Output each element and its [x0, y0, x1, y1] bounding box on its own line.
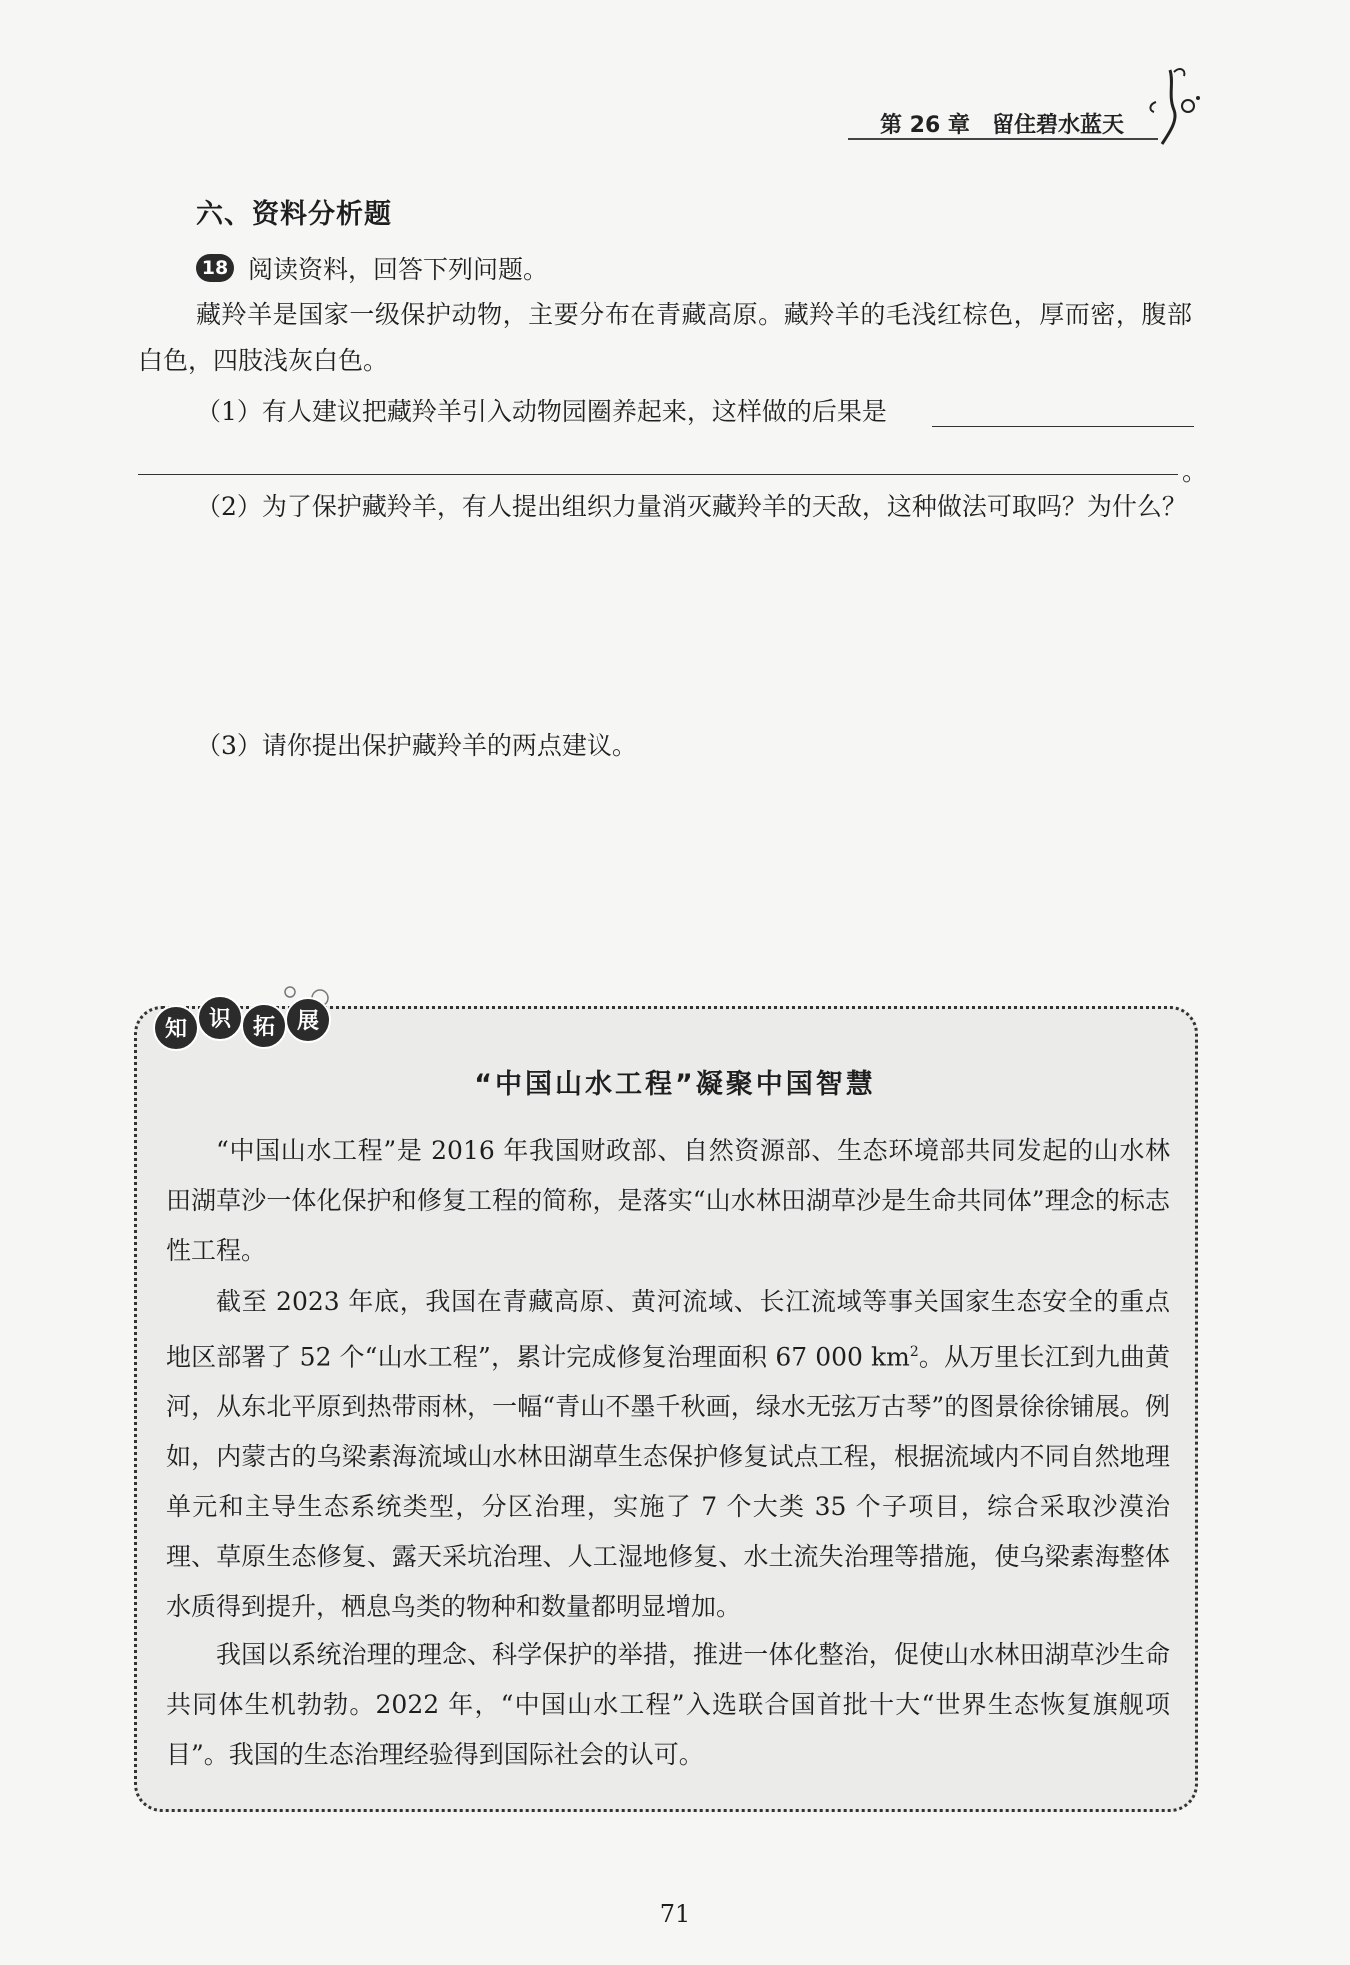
- knowledge-badge: [140, 972, 340, 1062]
- question-prompt: 阅读资料，回答下列问题。: [248, 255, 549, 284]
- knowledge-paragraph-1: “中国山水工程”是 2016 年我国财政部、自然资源部、生态环境部共同发起的山水林田湖草沙一体化保护和修复工程的简称，是落实“山水林田湖草沙是生命共同体”理念的标志性工程。: [166, 1136, 1170, 1265]
- knowledge-paragraph-2: [166, 1277, 1170, 1632]
- header-rule: [848, 138, 1158, 140]
- answer-blank-1-line2[interactable]: [138, 474, 1178, 475]
- question-number-badge: 18: [196, 254, 234, 282]
- unit-superscript: 2: [909, 1344, 919, 1360]
- knowledge-title: “中国山水工程”凝聚中国智慧: [474, 1069, 876, 1100]
- sub-question-1: （1）有人建议把藏羚羊引入动物园圈养起来，这样做的后果是: [196, 397, 887, 426]
- question-header: [196, 250, 548, 286]
- knowledge-paragraph-3: 我国以系统治理的理念、科学保护的举措，推进一体化整治，促使山水林田湖草沙生命共同体生机勃勃。2022 年，“中国山水工程”入选联合国首批十大“世界生态恢复旗舰项目”。我国的生态治理经验得到国际社会的认可。: [166, 1640, 1170, 1769]
- chapter-header: [880, 108, 1124, 139]
- badge-char-3: 拓: [252, 1015, 276, 1040]
- sub-question-3: （3）请你提出保护藏羚羊的两点建议。: [196, 731, 637, 760]
- badge-char-4: 展: [296, 1009, 320, 1034]
- page-number: 71: [659, 1900, 691, 1928]
- chapter-number: 第 26 章: [880, 113, 970, 138]
- answer-blank-1[interactable]: [932, 426, 1194, 427]
- sub-question-1-end: 。: [1182, 457, 1208, 486]
- knowledge-paragraph-2-part2: 。从万里长江到九曲黄河，从东北平原到热带雨林，一幅“青山不墨千秋画，绿水无弦万古琴”的图景徐徐铺展。例如，内蒙古的乌梁素海流域山水林田湖草生态保护修复试点工程，根据流域内不同自然地理单元和主导生态系统类型，分区治理，实施了 7 个大类 35 个子项目，综合采取沙漠治理、草原生态修复、露天采坑治理、人工湿地修复、水土流失治理等措施，使乌梁素海整体水质得到提升，栖息鸟类的物种和数量都明显增加。: [166, 1342, 1170, 1622]
- ornament-icon: [1140, 62, 1210, 152]
- badge-char-1: 知: [164, 1017, 188, 1042]
- section-title: 六、资料分析题: [196, 199, 392, 230]
- chapter-title: 留住碧水蓝天: [991, 113, 1124, 138]
- material-text: 藏羚羊是国家一级保护动物，主要分布在青藏高原。藏羚羊的毛浅红棕色，厚而密，腹部白色，四肢浅灰白色。: [138, 300, 1192, 375]
- knowledge-paragraph-2-part1: 截至 2023 年底，我国在青藏高原、黄河流域、长江流域等事关国家生态安全的重点地区部署了 52 个“山水工程”，累计完成修复治理面积 67 000 km: [166, 1287, 1170, 1372]
- badge-char-2: 识: [208, 1007, 232, 1032]
- sub-question-2: （2）为了保护藏羚羊，有人提出组织力量消灭藏羚羊的天敌，这种做法可取吗？为什么？: [196, 492, 1187, 521]
